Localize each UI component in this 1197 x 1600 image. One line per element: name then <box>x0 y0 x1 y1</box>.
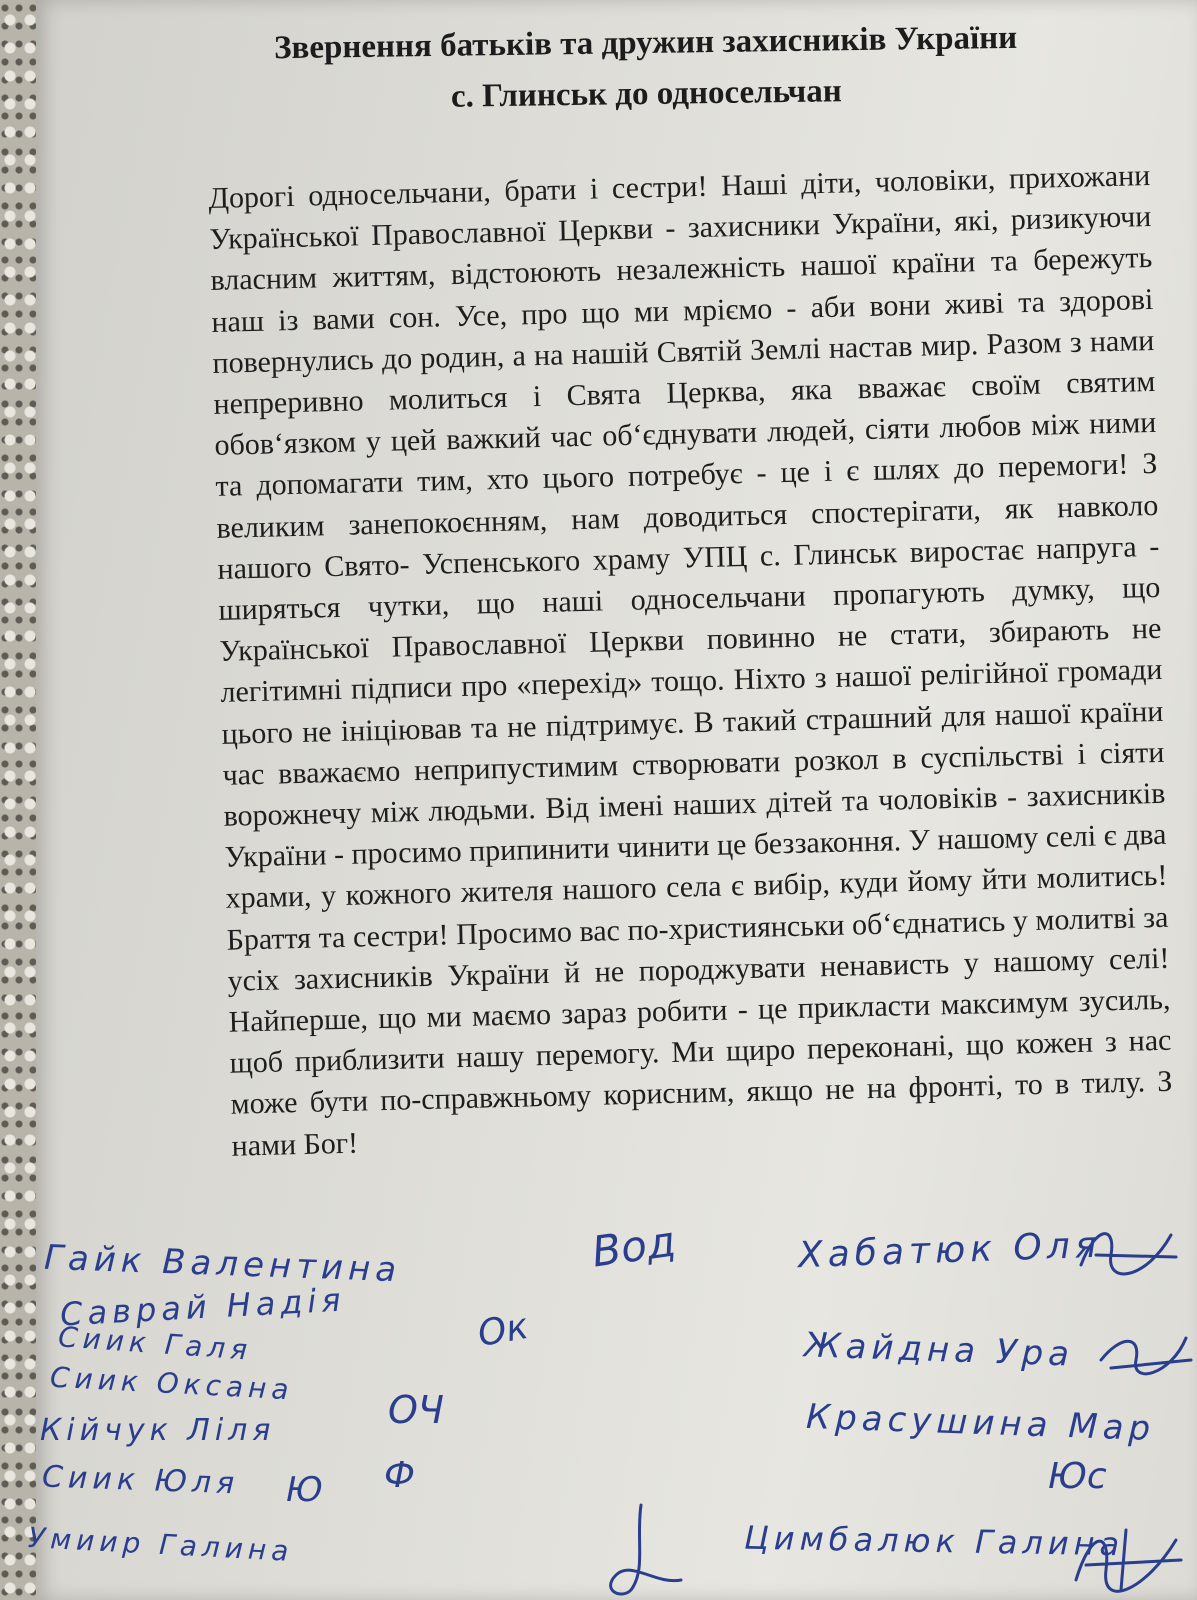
signature-scribble-top-right <box>1076 1225 1186 1285</box>
signature-scribble-bottom-right <box>1066 1520 1186 1595</box>
signature-right-4: Цимбалюк Галина <box>743 1518 1125 1564</box>
document-title <box>195 12 1096 127</box>
signature-mark-3: ОЧ <box>388 1388 444 1432</box>
signature-left-1: Гайк Валентина <box>43 1237 402 1291</box>
signature-left-2: Саврай Надія <box>59 1280 347 1334</box>
signature-mark-6: Юс <box>1048 1456 1107 1497</box>
signature-right-2: Жайдна Ура <box>803 1325 1075 1375</box>
signature-mark-5: Ф <box>384 1455 415 1496</box>
signature-right-3: Красушина Мар <box>805 1396 1156 1450</box>
signature-left-3: Сиик Галя <box>57 1320 254 1367</box>
signature-scribble-bottom <box>596 1500 686 1600</box>
signature-mark-1: Вод <box>588 1216 679 1277</box>
signature-scribble-middle-right <box>1096 1330 1196 1380</box>
title-line-2: с. Глинськ до односельчан <box>450 73 842 115</box>
signature-left-5: Кійчук Ліля <box>40 1413 276 1448</box>
title-line-1: Звернення батьків та дружин захисників України <box>273 19 1018 67</box>
lace-tablecloth-edge <box>0 0 40 1600</box>
signature-left-7: Умиир Галина <box>27 1521 295 1568</box>
signature-right-1: Хабатюк Оля <box>797 1224 1103 1277</box>
document-sheet <box>27 0 1197 1600</box>
signature-left-4: Сиик Оксана <box>49 1360 295 1407</box>
signature-mark-4: Ю <box>286 1470 323 1510</box>
signature-mark-2: Ок <box>474 1305 532 1356</box>
appeal-body-text: Дорогі односельчани, брати і сестри! Наші діти, чоловіки, прихожани Української Православної Церкви - захисники України, які, ризикуючи власним життям, відстоюють незалежність нашої країни та бережуть наш із вами сон. Усе, про що ми мріємо - аби вони живі та здорові повернулись до родин, а на нашій Святій Землі настав мир. Разом з нами непреривно молиться і Свята Церква, яка вважає своїм святим обов‘язком у цей важкий час об‘єднувати людей, сіяти любов між ними та допомагати тим, хто цього потребує - це і є шлях до перемоги! З великим занепокоєнням, нам доводиться спостерігати, як навколо нашого Свято- Успенського храму УПЦ с. Глинськ виростає напруга - ширяться чутки, що наші односельчани пропагують думку, що Української Православної Церкви повинно не стати, збирають не легітимні підписи про «перехід» тощо. Ніхто з нашої релігійної громади цього не ініціював та не підтримує. В такий страшний для нашої країни час вважаємо неприпустимим створювати розкол в суспільстві і сіяти ворожнечу між людьми. Від імені наших дітей та чоловіків - захисників України - просимо припинити чинити це беззаконня. У нашому селі є два храми, у кожного жителя нашого села є вибір, куди йому йти молитись! Браття та сестри! Просимо вас по-християнськи об‘єднатись у молитві за усіх захисників України й не породжувати ненависть у нашому селі! Найперше, що ми маємо зараз робити - це прикласти максимум зусиль, щоб приблизити нашу перемогу. Ми щиро переконані, що кожен з нас може бути по-справжньому корисним, якщо не на фронті, то в тилу. З нами Бог! <box>208 158 1173 1163</box>
signature-left-6: Сиик Юля <box>41 1459 240 1502</box>
